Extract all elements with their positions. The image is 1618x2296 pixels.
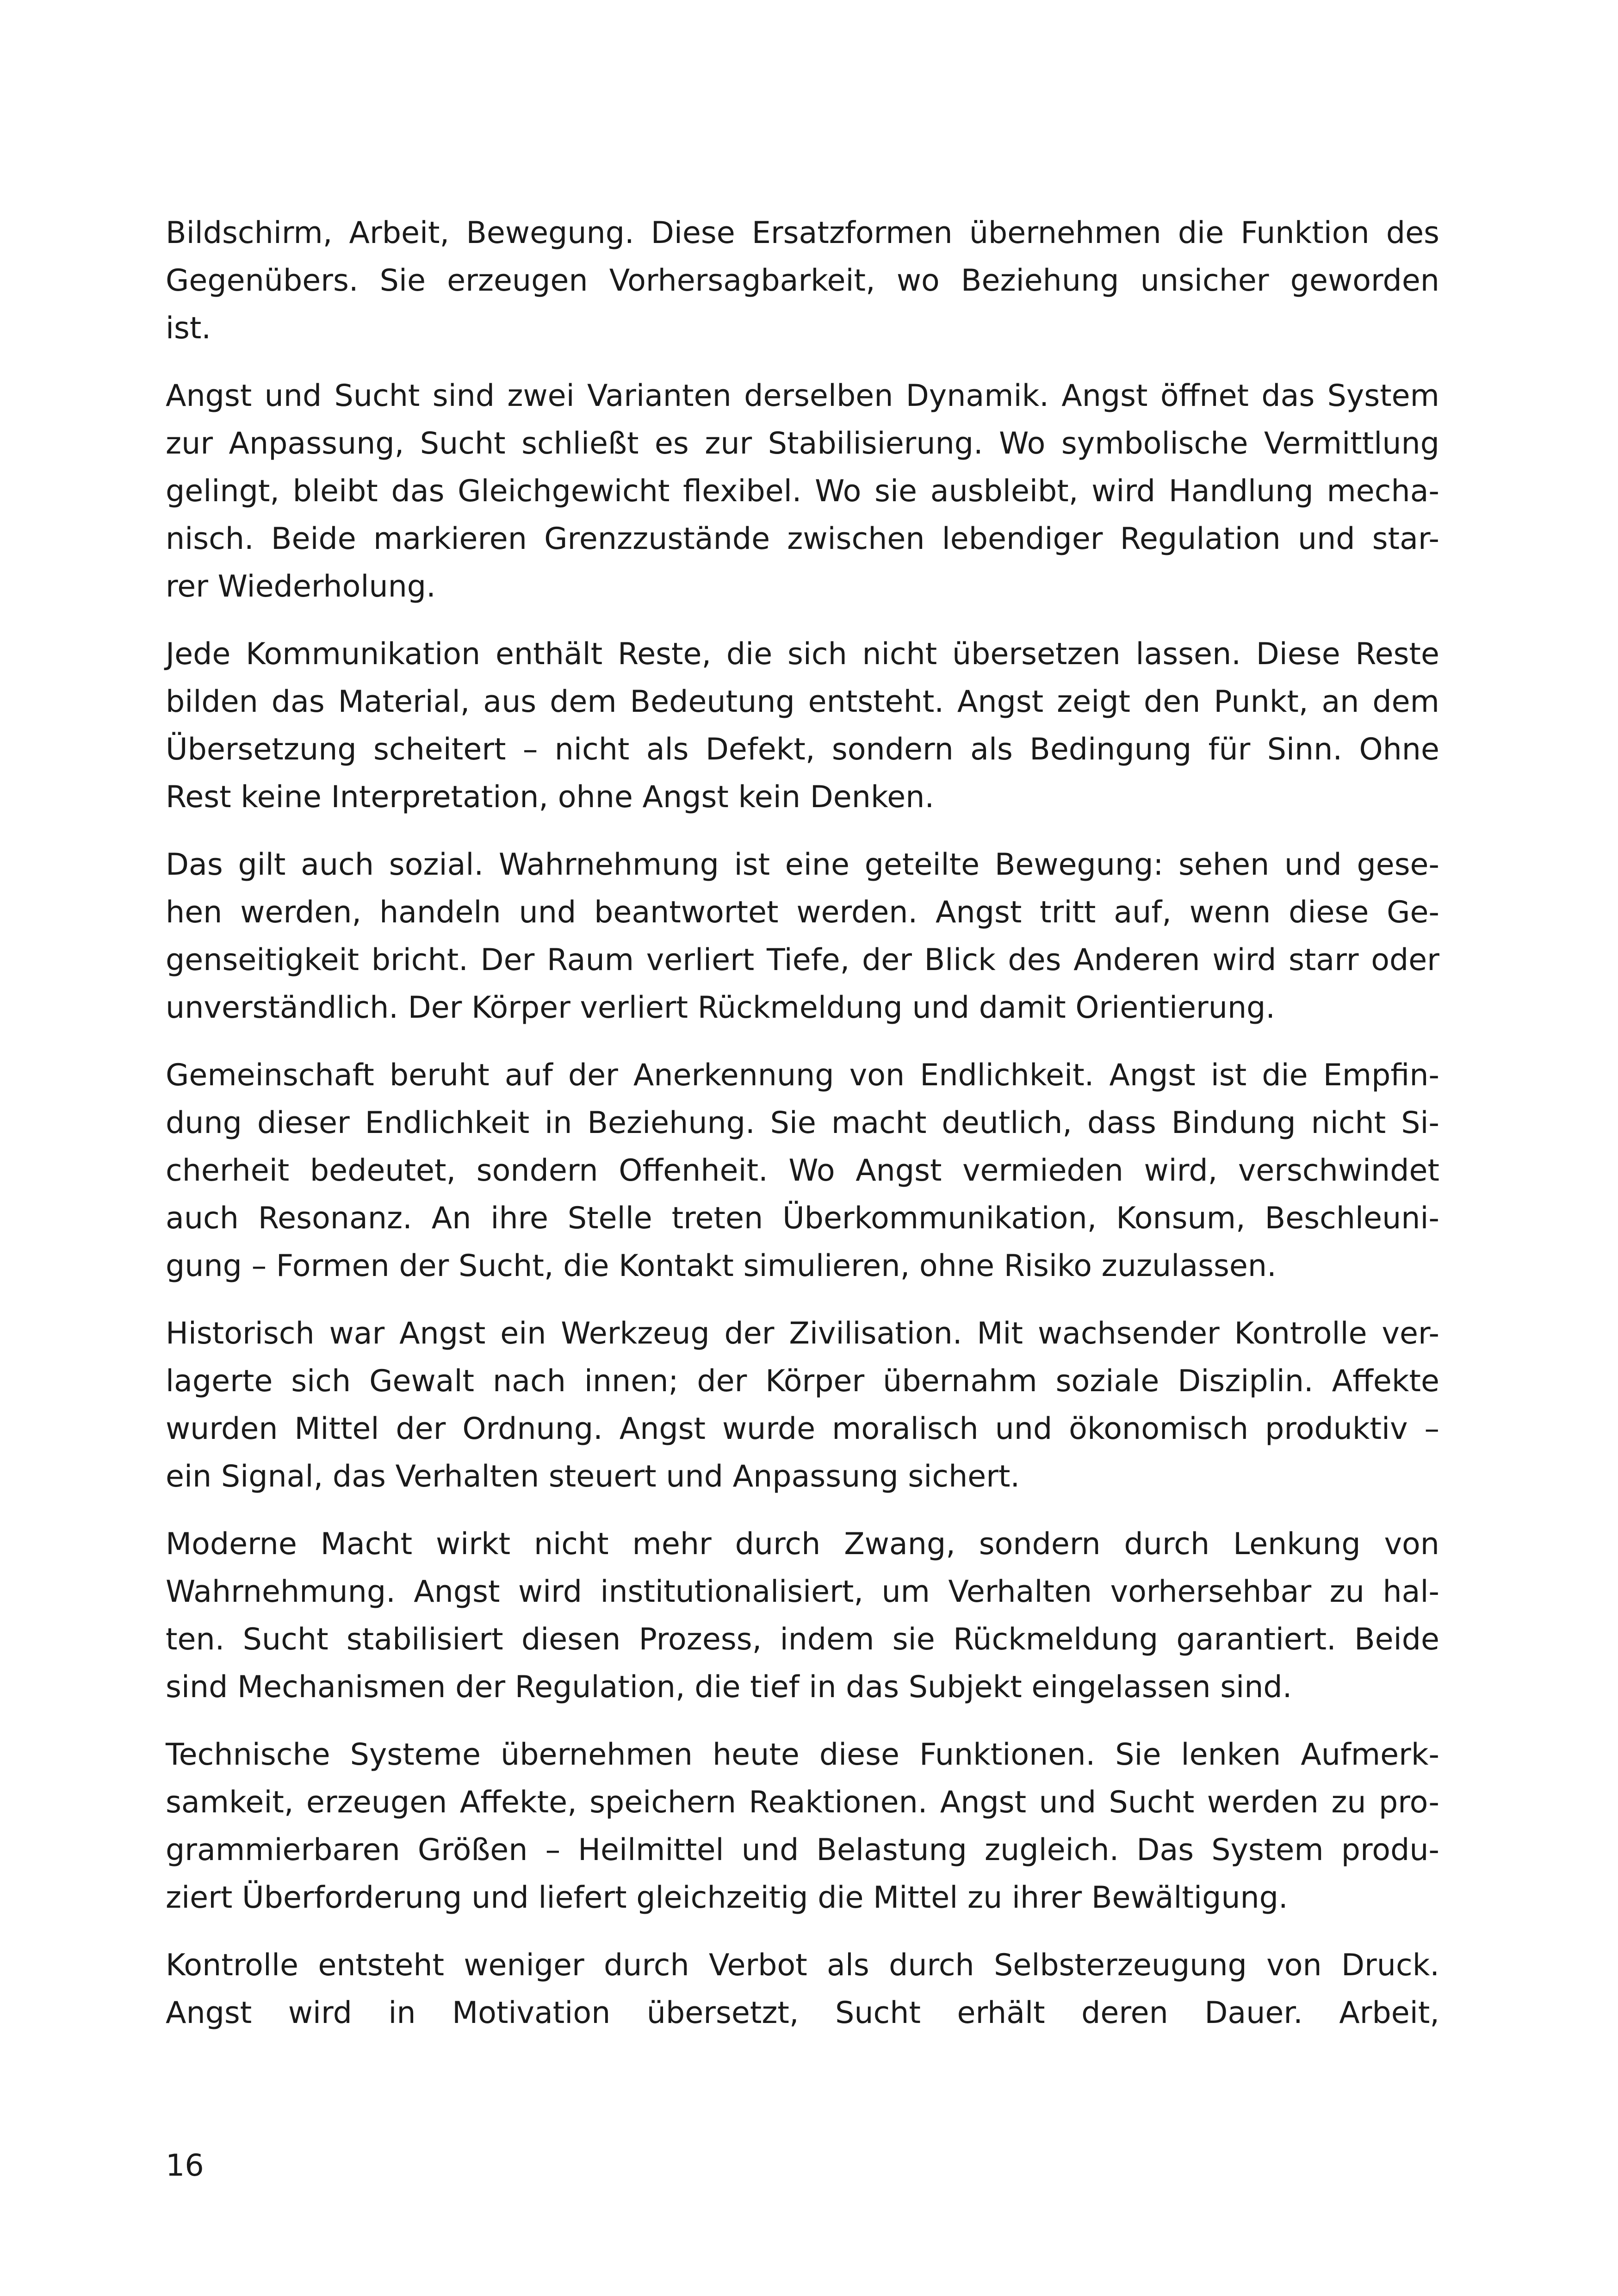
text-line: Historisch war Angst ein Werkzeug der Zivilisation. Mit wachsender Kontrolle ver- [166, 1316, 1439, 1351]
text-line: gung – Formen der Sucht, die Kontakt simulieren, ohne Risiko zuzulassen. [166, 1249, 1277, 1283]
text-line: cherheit bedeutet, sondern Offenheit. Wo Angst vermieden wird, verschwindet [166, 1153, 1439, 1188]
paragraph [166, 630, 1439, 821]
text-line: Angst wird in Motivation übersetzt, Sucht erhält deren Dauer. Arbeit, [166, 1996, 1439, 2030]
text-line: nisch. Beide markieren Grenzzustände zwischen lebendiger Regulation und star- [166, 522, 1439, 556]
paragraph [166, 1731, 1439, 1922]
text-line: ten. Sucht stabilisiert diesen Prozess, indem sie Rückmeldung garantiert. Beide [166, 1622, 1439, 1657]
text-line: sind Mechanismen der Regulation, die tief in das Subjekt eingelassen sind. [166, 1670, 1292, 1705]
text-line: ein Signal, das Verhalten steuert und Anpassung sichert. [166, 1459, 1020, 1494]
text-line: dung dieser Endlichkeit in Beziehung. Sie macht deutlich, dass Bindung nicht Si- [166, 1106, 1439, 1140]
text-line: Übersetzung scheitert – nicht als Defekt, sondern als Bedingung für Sinn. Ohne [166, 732, 1439, 767]
page-number: 16 [166, 2148, 204, 2183]
paragraph [166, 1520, 1439, 1711]
paragraph [166, 209, 1439, 352]
text-line: auch Resonanz. An ihre Stelle treten Überkommunikation, Konsum, Beschleuni- [166, 1201, 1439, 1236]
text-line: grammierbaren Größen – Heilmittel und Belastung zugleich. Das System produ- [166, 1833, 1439, 1867]
text-line: Bildschirm, Arbeit, Bewegung. Diese Ersatzformen übernehmen die Funktion des [166, 216, 1439, 250]
text-line: Kontrolle entsteht weniger durch Verbot als durch Selbsterzeugung von Druck. [166, 1948, 1439, 1983]
text-line: Rest keine Interpretation, ohne Angst kein Denken. [166, 780, 935, 815]
text-line: wurden Mittel der Ordnung. Angst wurde moralisch und ökonomisch produktiv – [166, 1412, 1439, 1446]
text-line: ist. [166, 311, 211, 346]
paragraph [166, 841, 1439, 1032]
text-line: gelingt, bleibt das Gleichgewicht flexibel. Wo sie ausbleibt, wird Handlung mecha- [166, 474, 1439, 509]
text-line: samkeit, erzeugen Affekte, speichern Reaktionen. Angst und Sucht werden zu pro- [166, 1785, 1439, 1820]
paragraph [166, 1941, 1439, 2037]
text-line: Angst und Sucht sind zwei Varianten derselben Dynamik. Angst öffnet das System [166, 379, 1439, 413]
text-line: unverständlich. Der Körper verliert Rückmeldung und damit Orientierung. [166, 990, 1276, 1025]
body-text [166, 209, 1439, 2057]
text-line: bilden das Material, aus dem Bedeutung entsteht. Angst zeigt den Punkt, an dem [166, 684, 1439, 719]
text-line: Gegenübers. Sie erzeugen Vorhersagbarkeit, wo Beziehung unsicher geworden [166, 263, 1439, 298]
text-line: rer Wiederholung. [166, 569, 436, 604]
text-line: genseitigkeit bricht. Der Raum verliert Tiefe, der Blick des Anderen wird starr oder [166, 943, 1439, 977]
text-line: Technische Systeme übernehmen heute diese Funktionen. Sie lenken Aufmerk- [166, 1737, 1439, 1772]
paragraph [166, 372, 1439, 610]
text-line: zur Anpassung, Sucht schließt es zur Stabilisierung. Wo symbolische Vermittlung [166, 426, 1439, 461]
text-line: Moderne Macht wirkt nicht mehr durch Zwang, sondern durch Lenkung von [166, 1527, 1439, 1562]
text-line: hen werden, handeln und beantwortet werden. Angst tritt auf, wenn diese Ge- [166, 895, 1439, 930]
text-line: ziert Überforderung und liefert gleichzeitig die Mittel zu ihrer Bewältigung. [166, 1880, 1288, 1915]
text-line: Wahrnehmung. Angst wird institutionalisiert, um Verhalten vorhersehbar zu hal- [166, 1574, 1439, 1609]
text-line: lagerte sich Gewalt nach innen; der Körper übernahm soziale Disziplin. Affekte [166, 1364, 1439, 1399]
text-line: Jede Kommunikation enthält Reste, die sich nicht übersetzen lassen. Diese Reste [166, 637, 1439, 672]
paragraph [166, 1310, 1439, 1500]
text-line: Das gilt auch sozial. Wahrnehmung ist eine geteilte Bewegung: sehen und gese- [166, 847, 1439, 882]
text-line: Gemeinschaft beruht auf der Anerkennung von Endlichkeit. Angst ist die Empfin- [166, 1058, 1439, 1093]
paragraph [166, 1052, 1439, 1290]
